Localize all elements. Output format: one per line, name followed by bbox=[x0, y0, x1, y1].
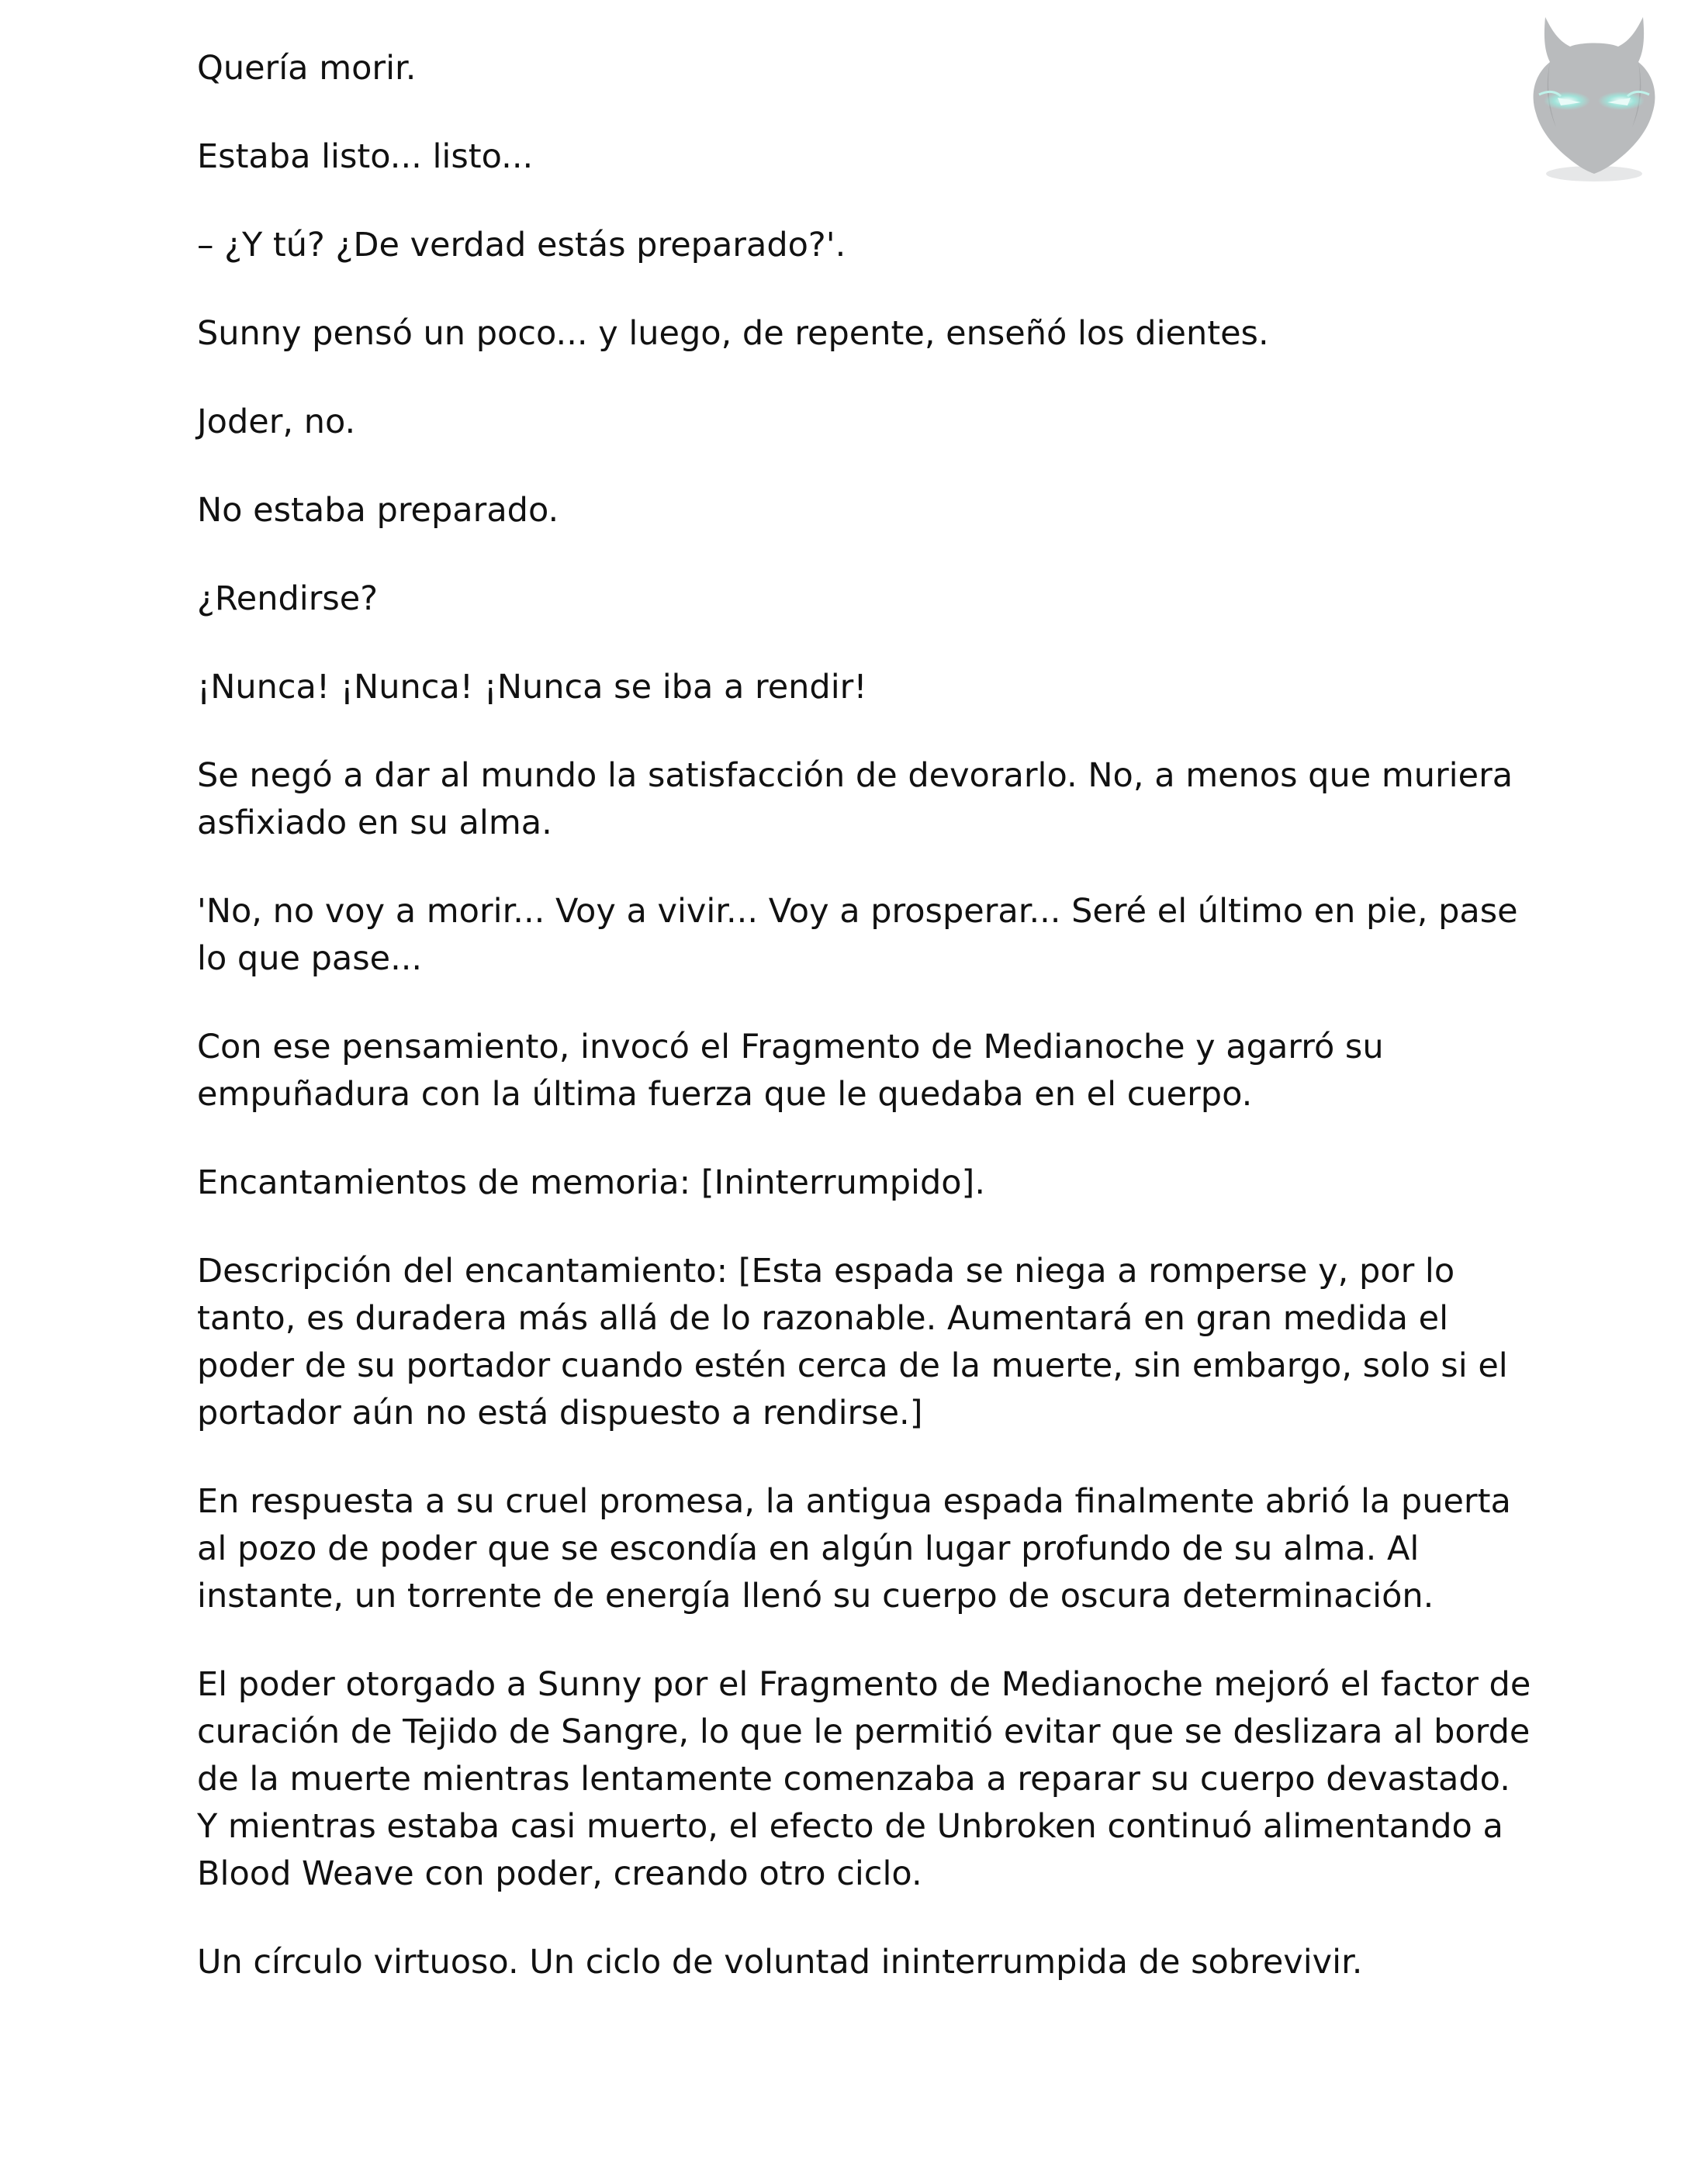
paragraph: No estaba preparado. bbox=[197, 491, 559, 530]
paragraph: Estaba listo... listo... bbox=[197, 137, 534, 176]
paragraph: El poder otorgado a Sunny por el Fragmento de Medianoche mejoró el factor de curación de Tejido de Sangre, lo que le permitió evitar que se deslizara al borde de la muerte mientras lentamente comenzaba a reparar su cuerpo devastado. Y mientras estaba casi muerto, el efecto de Unbroken continuó alimentando a Blood Weave con poder, creando otro ciclo. bbox=[197, 1665, 1531, 1893]
paragraph: Joder, no. bbox=[197, 403, 356, 441]
paragraph: Descripción del encantamiento: [Esta espada se niega a romperse y, por lo tanto, es duradera más allá de lo razonable. Aumentará en gran medida el poder de su portador cuando estén cerca de la muerte, sin embargo, solo si el portador aún no está dispuesto a rendirse.] bbox=[197, 1252, 1508, 1432]
paragraph: Sunny pensó un poco... y luego, de repente, enseñó los dientes. bbox=[197, 314, 1269, 353]
paragraph: Encantamientos de memoria: [Ininterrumpido]. bbox=[197, 1163, 986, 1202]
paragraph: Un círculo virtuoso. Un ciclo de voluntad ininterrumpida de sobrevivir. bbox=[197, 1943, 1363, 1982]
document-body bbox=[197, 45, 1533, 2027]
paragraph: ¿Rendirse? bbox=[197, 579, 379, 618]
paragraph: Se negó a dar al mundo la satisfacción de devorarlo. No, a menos que muriera asfixiado en su alma. bbox=[197, 756, 1513, 842]
paragraph: En respuesta a su cruel promesa, la antigua espada finalmente abrió la puerta al pozo de poder que se escondía en algún lugar profundo de su alma. Al instante, un torrente de energía llenó su cuerpo de oscura determinación. bbox=[197, 1482, 1511, 1616]
paragraph: – ¿Y tú? ¿De verdad estás preparado?'. bbox=[197, 226, 846, 264]
paragraph: Quería morir. bbox=[197, 49, 417, 88]
demon-head-logo-icon bbox=[1522, 14, 1666, 186]
paragraph: ¡Nunca! ¡Nunca! ¡Nunca se iba a rendir! bbox=[197, 668, 867, 707]
paragraph: Con ese pensamiento, invocó el Fragmento de Medianoche y agarró su empuñadura con la última fuerza que le quedaba en el cuerpo. bbox=[197, 1028, 1384, 1114]
paragraph: 'No, no voy a morir... Voy a vivir... Voy a prosperar... Seré el último en pie, pase lo que pase... bbox=[197, 892, 1518, 978]
